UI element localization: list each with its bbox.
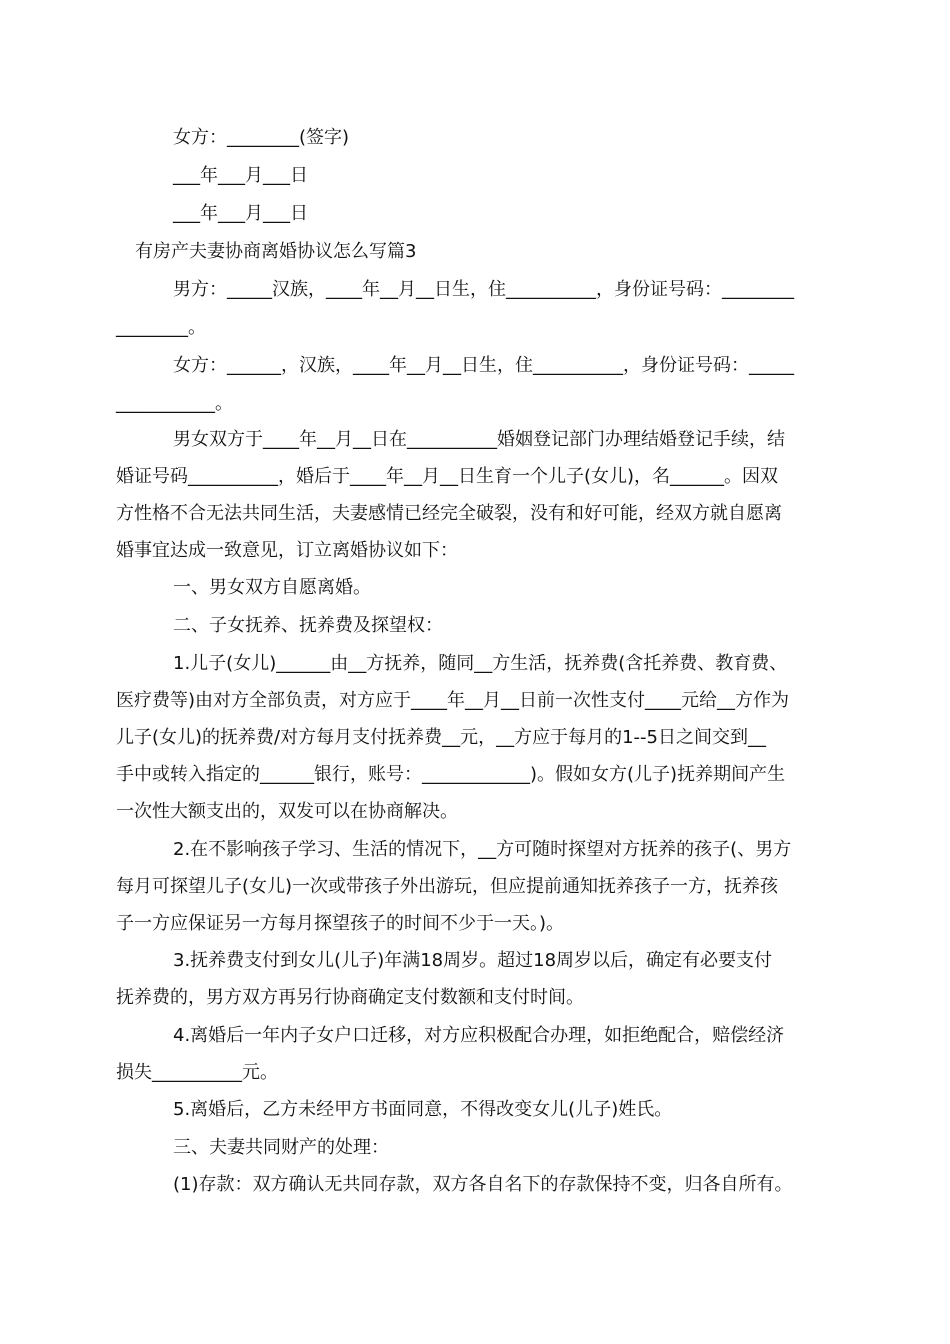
paragraph-line: 3.抚养费支付到女儿(儿子)年满18周岁。超过18周岁以后，确定有必要支付 bbox=[173, 950, 773, 971]
paragraph-line: 手中或转入指定的______银行，账号：____________)。假如女方(儿子)抚养期间产生 bbox=[116, 764, 786, 785]
paragraph-line: 每月可探望儿子(女儿)一次或带孩子外出游玩，但应提前通知抚养孩子一方，抚养孩 bbox=[116, 876, 779, 897]
paragraph-line: 男方：_____汉族，____年__月__日生，住__________，身份证号码：________ bbox=[173, 279, 794, 300]
paragraph-line: 4.离婚后一年内子女户口迁移，对方应积极配合办理，如拒绝配合，赔偿经济 bbox=[173, 1025, 785, 1046]
clause-heading: 一、男女双方自愿离婚。 bbox=[173, 577, 371, 598]
clause-heading: 三、夫妻共同财产的处理： bbox=[173, 1137, 389, 1158]
date-line: ___年___月___日 bbox=[173, 165, 308, 186]
paragraph-line: 婚事宜达成一致意见，订立离婚协议如下： bbox=[116, 540, 458, 561]
date-line: ___年___月___日 bbox=[173, 203, 308, 224]
paragraph-line: ________。 bbox=[116, 317, 206, 338]
paragraph-line: (1)存款：双方确认无共同存款，双方各自名下的存款保持不变，归各自所有。 bbox=[173, 1174, 793, 1195]
paragraph-line: 婚证号码__________，婚后于____年__月__日生育一个儿子(女儿)，名______。因双 bbox=[116, 466, 779, 487]
paragraph-line: 女方：______，汉族，____年__月__日生，住__________，身份证号码：_____ bbox=[173, 355, 794, 376]
paragraph-line: 儿子(女儿)的抚养费/对方每月支付抚养费__元，__方应于每月的1--5日之间交到__ bbox=[116, 727, 767, 748]
paragraph-line: 一次性大额支出的，双发可以在协商解决。 bbox=[116, 801, 458, 822]
signature-line-female: 女方：________(签字) bbox=[173, 127, 350, 148]
paragraph-line: 方性格不合无法共同生活，夫妻感情已经完全破裂，没有和好可能，经双方就自愿离 bbox=[116, 503, 782, 524]
paragraph-line: ___________。 bbox=[116, 393, 233, 414]
paragraph-line: 2.在不影响孩子学习、生活的情况下，__方可随时探望对方抚养的孩子(、男方 bbox=[173, 839, 792, 860]
paragraph-line: 损失__________元。 bbox=[116, 1062, 278, 1083]
clause-heading: 二、子女抚养、抚养费及探望权： bbox=[173, 615, 443, 636]
paragraph-line: 5.离婚后，乙方未经甲方书面同意，不得改变女儿(儿子)姓氏。 bbox=[173, 1099, 673, 1120]
paragraph-line: 抚养费的，男方双方再另行协商确定支付数额和支付时间。 bbox=[116, 987, 584, 1008]
paragraph-line: 男女双方于____年__月__日在__________婚姻登记部门办理结婚登记手续，结 bbox=[173, 429, 785, 450]
section-heading: 有房产夫妻协商离婚协议怎么写篇3 bbox=[135, 241, 417, 262]
paragraph-line: 医疗费等)由对方全部负责，对方应于____年__月__日前一次性支付____元给__方作为 bbox=[116, 690, 790, 711]
paragraph-line: 1.儿子(女儿)______由__方抚养，随同__方生活，抚养费(含托养费、教育费、 bbox=[173, 653, 788, 674]
paragraph-line: 子一方应保证另一方每月探望孩子的时间不少于一天。)。 bbox=[116, 913, 565, 934]
